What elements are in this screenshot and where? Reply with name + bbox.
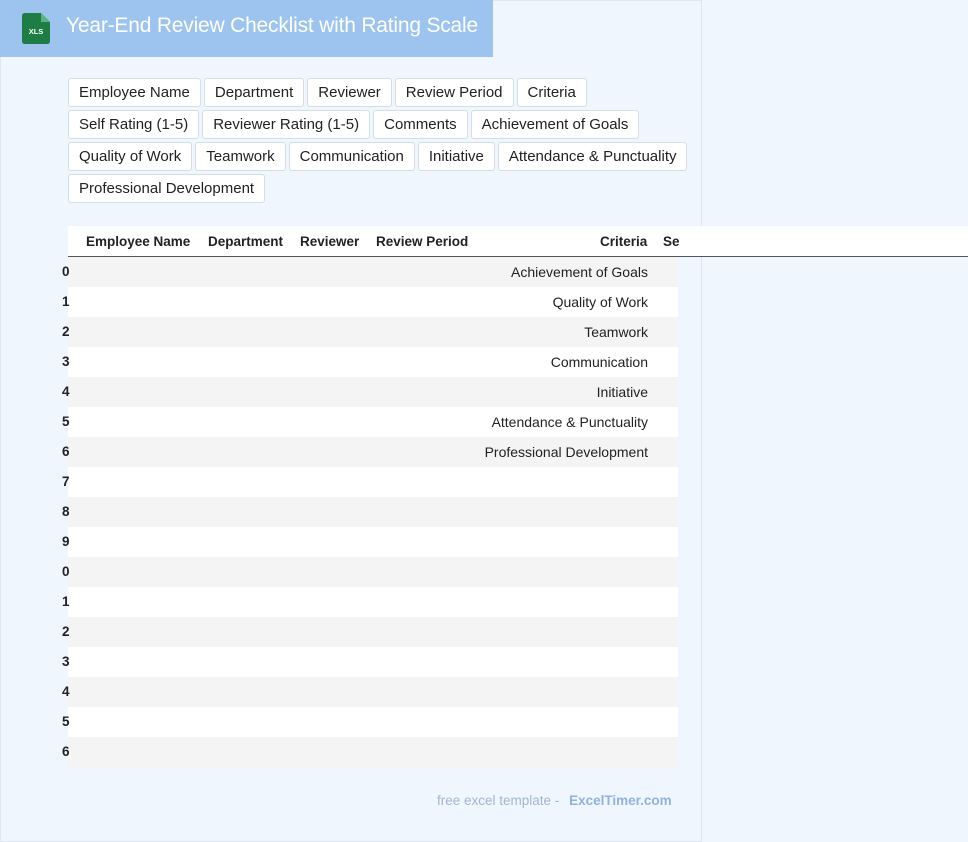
row-index: 1 <box>62 594 70 609</box>
data-table <box>62 226 680 767</box>
footer-brand-link[interactable]: ExcelTimer.com <box>569 793 672 808</box>
column-tag[interactable]: Employee Name <box>68 78 201 107</box>
footer-text: free excel template - <box>437 793 560 808</box>
criteria-cell[interactable]: Achievement of Goals <box>511 264 648 280</box>
column-header-employee-name[interactable]: Employee Name <box>86 234 191 249</box>
column-tag[interactable]: Teamwork <box>195 142 285 171</box>
criteria-cell[interactable]: Teamwork <box>584 324 648 340</box>
table-row[interactable] <box>62 497 678 527</box>
page-title: Year-End Review Checklist with Rating Scale <box>66 14 478 37</box>
column-tag[interactable]: Professional Development <box>68 174 265 203</box>
criteria-cell[interactable]: Quality of Work <box>552 294 648 310</box>
row-index: 0 <box>62 564 70 579</box>
column-tag[interactable]: Attendance & Punctuality <box>498 142 688 171</box>
table-row[interactable] <box>62 707 678 737</box>
header-bar <box>0 0 493 57</box>
column-tag[interactable]: Criteria <box>517 78 587 107</box>
table-row[interactable] <box>62 677 678 707</box>
column-tag[interactable]: Department <box>204 78 304 107</box>
table-row[interactable] <box>62 617 678 647</box>
row-index: 3 <box>62 654 70 669</box>
row-index: 2 <box>62 324 70 339</box>
table-row[interactable] <box>62 287 678 317</box>
criteria-cell[interactable]: Initiative <box>596 384 648 400</box>
column-tag[interactable]: Reviewer <box>307 78 392 107</box>
column-tag[interactable]: Initiative <box>418 142 495 171</box>
column-header-department[interactable]: Department <box>208 234 284 249</box>
column-header-review-period[interactable]: Review Period <box>376 234 469 249</box>
column-tag-list <box>68 78 696 206</box>
column-header-reviewer[interactable]: Reviewer <box>300 234 360 249</box>
table-row[interactable] <box>62 527 678 557</box>
row-index: 1 <box>62 294 70 309</box>
row-index: 2 <box>62 624 70 639</box>
table-row[interactable] <box>62 557 678 587</box>
table-row[interactable] <box>62 377 678 407</box>
column-tag[interactable]: Self Rating (1-5) <box>68 110 199 139</box>
row-index: 0 <box>62 264 70 279</box>
row-index: 5 <box>62 414 70 429</box>
xls-file-icon <box>22 13 50 44</box>
table-row[interactable] <box>62 317 678 347</box>
column-tag[interactable]: Reviewer Rating (1-5) <box>202 110 370 139</box>
column-header-self-rating[interactable]: Se <box>663 234 680 249</box>
column-header-criteria[interactable]: Criteria <box>600 234 648 249</box>
column-tag[interactable]: Achievement of Goals <box>471 110 640 139</box>
row-index: 6 <box>62 444 70 459</box>
column-tag[interactable]: Communication <box>289 142 415 171</box>
table-row[interactable] <box>62 407 678 437</box>
footer-credit <box>437 793 672 808</box>
row-index: 8 <box>62 504 70 519</box>
column-tag[interactable]: Quality of Work <box>68 142 192 171</box>
row-index: 4 <box>62 384 70 399</box>
row-index: 5 <box>62 714 70 729</box>
row-index: 9 <box>62 534 70 549</box>
row-index: 4 <box>62 684 70 699</box>
table-row[interactable] <box>62 587 678 617</box>
row-index: 6 <box>62 744 70 759</box>
table-row[interactable] <box>62 257 678 287</box>
column-tag[interactable]: Comments <box>373 110 468 139</box>
table-row[interactable] <box>62 467 678 497</box>
row-index: 3 <box>62 354 70 369</box>
table-row[interactable] <box>62 737 678 767</box>
table-row[interactable] <box>62 347 678 377</box>
row-index: 7 <box>62 474 70 489</box>
criteria-cell[interactable]: Professional Development <box>484 444 648 460</box>
column-tag[interactable]: Review Period <box>395 78 514 107</box>
table-row[interactable] <box>62 437 678 467</box>
table-body <box>62 257 678 767</box>
criteria-cell[interactable]: Communication <box>550 354 648 370</box>
criteria-cell[interactable]: Attendance & Punctuality <box>491 414 648 430</box>
svg-text:XLS: XLS <box>28 27 44 36</box>
table-row[interactable] <box>62 647 678 677</box>
table-header <box>68 226 968 257</box>
